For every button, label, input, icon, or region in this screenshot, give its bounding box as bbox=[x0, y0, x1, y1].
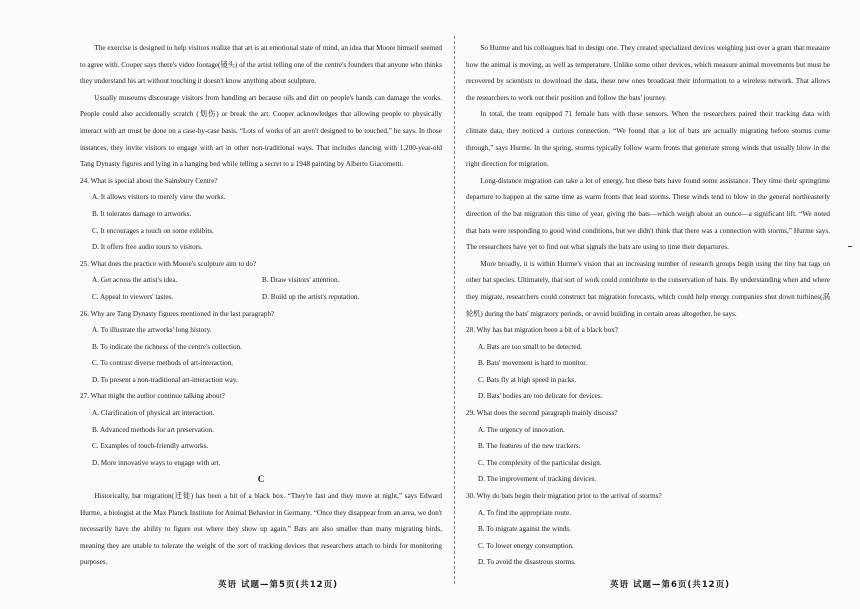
option: C. Appeal to viewers' tastes. bbox=[92, 292, 174, 301]
option: B. Draw visitors' attention. bbox=[262, 276, 340, 285]
option: B. Bats' movement is hard to monitor. bbox=[478, 359, 588, 368]
option: B. To migrate against the winds. bbox=[478, 525, 571, 534]
page-footer-left: 英语 试题—第5页(共12页) bbox=[218, 580, 338, 590]
option: C. To contrast diverse methods of art-interaction. bbox=[92, 359, 234, 368]
paragraph: So Hurme and his colleagues had to design one. They created specialized devices weighing just over a gram that measure how the animal is moving, as well as temperature. Unlike some other devices, which measure animal movements but must be recovered by scientists to download the data, these new ones broadcast their information to a wireless network. That allows the researchers to work out their position and follow the bats' journey. bbox=[466, 44, 830, 102]
option: D. More innovative ways to engage with art. bbox=[92, 458, 221, 467]
left-column bbox=[80, 40, 442, 571]
option: A. To illustrate the artworks' long history. bbox=[92, 326, 212, 335]
paragraph: More broadly, it is within Hurme's vision that an increasing number of research groups begin using the tiny bat tags on other bat species. Ultimately, that sort of work could contribute to the conservation of bats. By understanding when and where they migrate, researchers could construct bat migration forecasts, which could help energy companies shut down turbines(涡轮机) during the bats' migratory periods, or avoid building in certain areas altogether, he says. bbox=[466, 259, 830, 318]
option: A. It allows visitors to merely view the works. bbox=[92, 193, 226, 202]
option: D. To present a non-traditional art-interaction way. bbox=[92, 375, 238, 384]
option: B. Advanced methods for art preservation. bbox=[92, 425, 214, 434]
option: A. Get across the artist's idea. bbox=[92, 276, 178, 285]
paragraph: Usually museums discourage visitors from handling art because oils and dirt on people's hands can damage the works. People could also accidentally scratch (划伤) or break the art. Cooper acknowledges that allowing people to physically interact with art must be done on a case-by-case basis. “Lots of works of art aren't designed to be touched,” he says. In those instances, they invite visitors to engage with art in other non-traditional ways. That includes dancing with 1,200-year-old Tang Dynasty figures and lying in a hanging bed while telling a secret to a 1948 painting by Alberto Giacometti. bbox=[80, 93, 442, 169]
option: D. The improvement of tracking devices. bbox=[478, 475, 597, 484]
question-26: 26. Why are Tang Dynasty figures mentioned in the last paragraph? bbox=[80, 309, 275, 318]
option: C. Bats fly at high speed in packs. bbox=[478, 375, 577, 384]
option: A. The urgency of innovation. bbox=[478, 425, 565, 434]
option: A. Clarification of physical art interaction. bbox=[92, 409, 215, 418]
question-30: 30. Why do bats begin their migration prior to the arrival of storms? bbox=[466, 492, 662, 501]
option: D. Bats' bodies are too delicate for devices. bbox=[478, 392, 603, 401]
option-row bbox=[92, 289, 442, 306]
margin-mark bbox=[848, 246, 852, 247]
option: C. Examples of touch-friendly artworks. bbox=[92, 442, 209, 451]
option: D. Build up the artist's reputation. bbox=[262, 292, 360, 301]
option: B. It tolerates damage to artworks. bbox=[92, 209, 192, 218]
option: C. To lower energy consumption. bbox=[478, 541, 574, 550]
column-divider bbox=[454, 36, 455, 584]
paragraph: Long-distance migration can take a lot of energy, but these bats have found some assistance. They time their springtime departure to happen at the same time as warm fronts that lead storms. These winds tend to blow in the general northeasterly direction of the bat migration this time of year, giving the bats—which weigh about an ounce—a significant lift. “We noted that bats were responding to good wind conditions, but we didn't think that there was a connection with storms,” Hurme says. The researchers have yet to find out what signals the bats are using to time their departures. bbox=[466, 176, 830, 252]
option: C. It encourages a touch on some exhibits. bbox=[92, 226, 214, 235]
paragraph: Historically, bat migration(迁徙) has been a bit of a black box. “They're fast and they move at night,” says Edward Hurme, a biologist at the Max Planck Institute for Animal Behavior in Germany. “Once they disappear from an area, we don't necessarily have the ability to figure out where they show up again.” Bats are also smaller than many migrating birds, meaning they are unable to tolerate the weight of the sort of tracking devices that researchers attach to birds for monitoring purposes. bbox=[80, 492, 442, 567]
question-27: 27. What might the author continue talking about? bbox=[80, 392, 225, 401]
right-column bbox=[466, 40, 830, 571]
option: A. To find the appropriate route. bbox=[478, 508, 571, 517]
question-28: 28. Why has bat migration been a bit of a black box? bbox=[466, 326, 618, 335]
option: B. To indicate the richness of the centre's collection. bbox=[92, 342, 242, 351]
option-row bbox=[92, 272, 442, 289]
option: C. The complexity of the particular design. bbox=[478, 458, 602, 467]
option: D. To avoid the disastrous storms. bbox=[478, 558, 576, 567]
question-25: 25. What does the practice with Moore's sculpture aim to do? bbox=[80, 259, 257, 268]
paragraph: The exercise is designed to help visitors realize that art is an emotional state of mind, an idea that Moore himself seemed to agree with. Cooper says there's video footage(镜头) of the artist telling one of the centre's founders that anyone who thinks they understand his art without touching it doesn't know anything about sculpture. bbox=[80, 44, 442, 86]
question-24: 24. What is special about the Sainsbury Centre? bbox=[80, 176, 218, 185]
paragraph: In total, the team equipped 71 female bats with these sensors. When the researchers paired their tracking data with climate data, they noticed a curious connection. “We found that a lot of bats are actually migrating before storms come through,” says Hurme. In the spring, storms typically follow warm fronts that generate strong winds that usually blow in the right direction for migration. bbox=[466, 110, 830, 169]
section-heading: C bbox=[257, 474, 265, 485]
option: B. The features of the new trackers. bbox=[478, 442, 581, 451]
option: D. It offers free audio tours to visitors. bbox=[92, 243, 203, 252]
question-29: 29. What does the second paragraph mainly discuss? bbox=[466, 409, 618, 418]
option: A. Bats are too small to be detected. bbox=[478, 342, 582, 351]
page-footer-right: 英语 试题—第6页(共12页) bbox=[610, 580, 730, 590]
